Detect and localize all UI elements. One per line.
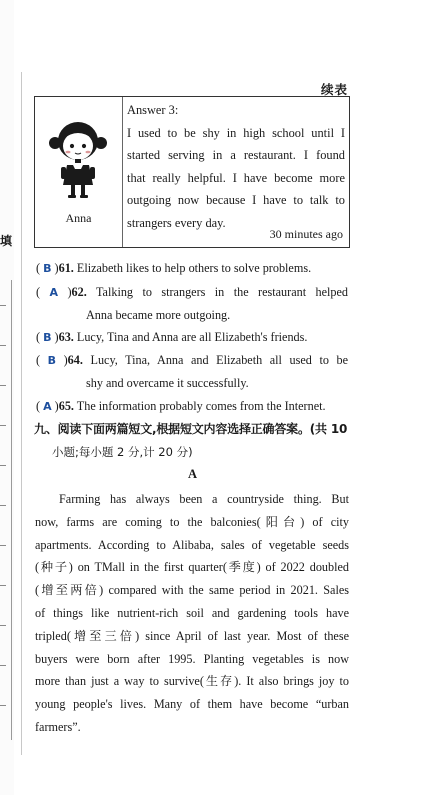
margin-tick bbox=[0, 305, 6, 306]
margin-tick bbox=[0, 585, 6, 586]
section-instruction-continued: 小题;每小题 2 分,计 20 分) bbox=[52, 445, 193, 459]
question-text-continued: Anna became more outgoing. bbox=[86, 308, 231, 322]
answer-choice: B bbox=[43, 331, 52, 344]
question-63 bbox=[36, 326, 348, 349]
question-61 bbox=[36, 257, 348, 280]
question-row: ( A )65. The information probably comes from the Internet. bbox=[36, 399, 326, 413]
margin-char: 填 bbox=[0, 234, 13, 248]
passage-line: now, farms are coming to the balconies(阳台) of city bbox=[35, 514, 349, 529]
question-row: ( B )61. Elizabeth likes to help others to solve problems. bbox=[36, 261, 312, 275]
section-instruction: 九、阅读下面两篇短文,根据短文内容选择正确答案。(共 10 bbox=[34, 422, 348, 436]
girl-avatar-icon bbox=[47, 119, 109, 201]
passage-line: (增至两倍) compared with the same period in 2021. Sales bbox=[35, 583, 349, 598]
column-rule bbox=[21, 72, 22, 755]
question-row: ( B )64. Lucy, Tina, Anna and Elizabeth all used to be bbox=[36, 353, 349, 367]
answer-line: outgoing now because I have to talk to bbox=[127, 193, 345, 207]
margin-tick bbox=[0, 345, 6, 346]
question-text: Talking to strangers in the restaurant helped bbox=[95, 285, 349, 299]
answer-choice: A bbox=[43, 400, 52, 413]
margin-tick bbox=[0, 625, 6, 626]
answer-line: started serving in a restaurant. I found bbox=[127, 148, 345, 162]
question-row: ( A )62. Talking to strangers in the restaurant helped bbox=[36, 285, 349, 299]
margin-tick bbox=[0, 425, 6, 426]
question-text-continued: shy and overcame it successfully. bbox=[86, 376, 249, 390]
answer-text bbox=[127, 99, 345, 234]
margin-tick bbox=[0, 465, 6, 466]
question-number: 61 bbox=[58, 261, 71, 275]
question-64 bbox=[36, 349, 348, 395]
question-number: 64 bbox=[67, 353, 80, 367]
margin-tick bbox=[0, 665, 6, 666]
answer-heading: Answer 3: bbox=[127, 103, 179, 117]
passage-body bbox=[35, 488, 349, 739]
question-row: ( B )63. Lucy, Tina and Anna are all Elizabeth's friends. bbox=[36, 330, 308, 344]
answer-line: that really helpful. I have become more bbox=[127, 170, 345, 185]
question-text: Lucy, Tina, Anna and Elizabeth all used to be bbox=[90, 353, 349, 367]
question-65 bbox=[36, 395, 348, 418]
passage-title: A bbox=[187, 467, 198, 481]
margin-rule bbox=[11, 280, 12, 740]
passage-line: tripled(增至三倍) since April of last year. Most of these bbox=[35, 628, 349, 643]
passage-line: apartments. According to Alibaba, sales of vegetable seeds bbox=[35, 537, 349, 552]
answer-choice: A bbox=[49, 286, 59, 299]
passage-line: Farming has always been a countryside thing. But bbox=[59, 492, 349, 506]
answer-line: strangers every day. bbox=[127, 215, 226, 230]
section-heading bbox=[34, 418, 352, 464]
question-number: 63 bbox=[58, 330, 71, 344]
question-text: The information probably comes from the Internet. bbox=[76, 399, 326, 413]
passage-line: more than just a way to survive(生存). It also brings joy to bbox=[35, 674, 349, 689]
passage-line: buyers were born after 1995. Planting vegetables is now bbox=[35, 651, 349, 666]
margin-tick bbox=[0, 505, 6, 506]
passage-line: (种子) on TMall in the first quarter(季度) of 2022 doubled bbox=[35, 560, 349, 575]
question-number: 62 bbox=[71, 285, 84, 299]
margin-tick bbox=[0, 705, 6, 706]
question-number: 65 bbox=[58, 399, 71, 413]
passage-line: young people's lives. Many of them have become “urban bbox=[35, 697, 349, 712]
answer-choice: B bbox=[43, 262, 52, 275]
margin-tick bbox=[0, 385, 6, 386]
answer-timestamp: 30 minutes ago bbox=[269, 227, 343, 241]
question-text: Lucy, Tina and Anna are all Elizabeth's friends. bbox=[76, 330, 308, 344]
question-text: Elizabeth likes to help others to solve problems. bbox=[76, 261, 312, 275]
avatar-cell bbox=[35, 97, 123, 247]
answer-choice: B bbox=[47, 354, 57, 367]
answer-line: I used to be shy in high school until I bbox=[127, 125, 345, 140]
answer-card bbox=[34, 96, 350, 248]
question-62 bbox=[36, 281, 348, 327]
passage-line: of things like nutrient-rich soil and gardening tools have bbox=[35, 605, 349, 620]
avatar-name: Anna bbox=[65, 211, 92, 225]
passage-line: farmers”. bbox=[35, 719, 81, 734]
continued-label: 续表 bbox=[320, 82, 348, 97]
margin-tick bbox=[0, 545, 6, 546]
